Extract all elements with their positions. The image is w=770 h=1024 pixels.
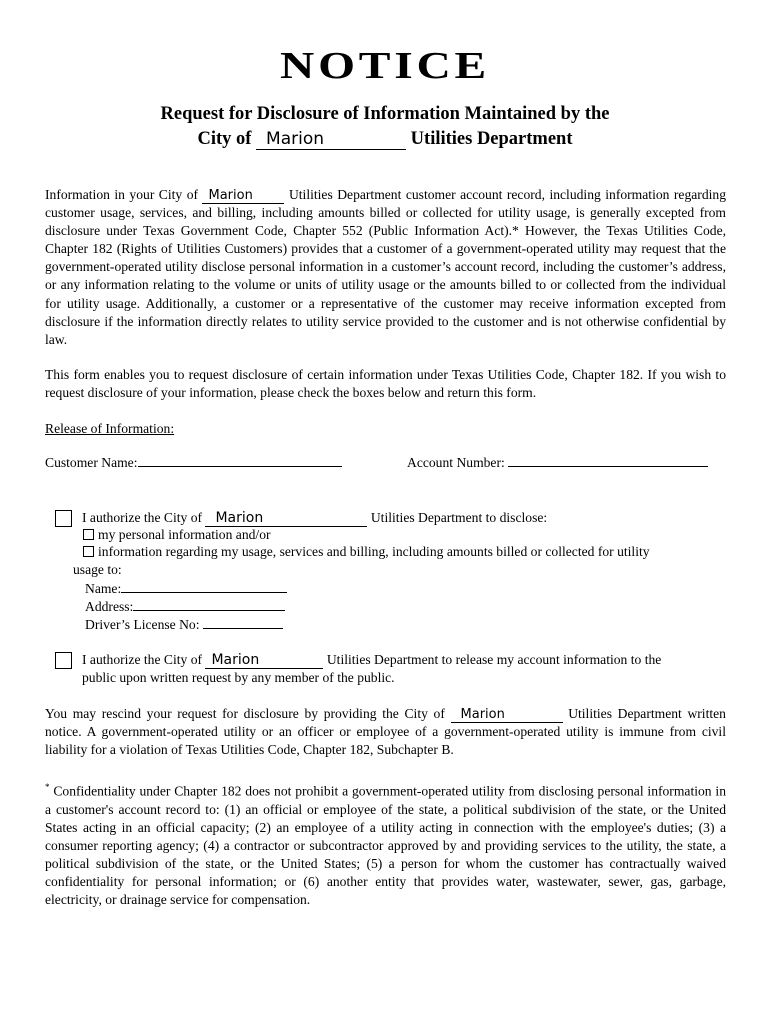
recipient-address-field[interactable] bbox=[133, 598, 285, 611]
usage-info-checkbox[interactable] bbox=[83, 546, 94, 557]
intro-city-field[interactable]: Marion bbox=[202, 189, 284, 204]
choice-b-label: information regarding my usage, services and billing, including amounts billed or collected for utility bbox=[98, 544, 650, 559]
recipient-license-label: Driver’s License No: bbox=[85, 617, 200, 632]
account-number-label: Account Number: bbox=[407, 455, 505, 470]
footnote-text: Confidentiality under Chapter 182 does not prohibit a government-operated utility from disclosing personal information in a customer's account record to: (1) an official or employee of the state, a political subdivision of the state, or the United States acting in an official capacity; (2) an employee of a utility acting in connection with the employee's duties; (3) a consumer reporting agency; (4) a contractor or subcontractor approved by and providing services to the utility, the state, a political subdivision of the state, or the United States; (5) a person for whom the customer has contractually waived confidentiality for personal information; or (6) another entity that provides water, wastewater, sewer, gas, garbage, electricity, or drainage service for compensation. bbox=[45, 783, 726, 908]
option1-line bbox=[82, 509, 547, 527]
customer-name-row bbox=[45, 454, 342, 472]
recipient-name-field[interactable] bbox=[121, 580, 287, 593]
recipient-license-field[interactable] bbox=[203, 616, 283, 629]
choice-b-continued: usage to: bbox=[73, 562, 122, 577]
notice-heading: NOTICE bbox=[280, 45, 490, 87]
title-suffix: Utilities Department bbox=[410, 129, 573, 149]
recipient-address-row bbox=[85, 598, 285, 616]
option2-prefix: I authorize the City of bbox=[82, 652, 203, 667]
rescind-city-field[interactable]: Marion bbox=[451, 708, 563, 723]
choice-b-row bbox=[83, 543, 650, 561]
intro-paragraph-1 bbox=[45, 186, 726, 349]
option2-city-field[interactable]: Marion bbox=[205, 653, 323, 669]
account-number-field[interactable] bbox=[508, 454, 708, 467]
option1-suffix: Utilities Department to disclose: bbox=[370, 510, 548, 525]
option1-city-field[interactable]: Marion bbox=[205, 511, 367, 527]
authorize-disclose-checkbox[interactable] bbox=[55, 510, 72, 527]
account-number-row bbox=[407, 454, 708, 472]
choice-a-label: my personal information and/or bbox=[98, 527, 271, 542]
intro-paragraph-2: This form enables you to request disclosure of certain information under Texas Utilities Code, Chapter 182. If you wish to request disclosure of your information, please check the boxes below and return this form. bbox=[45, 367, 726, 401]
rescind-paragraph bbox=[45, 705, 726, 759]
personal-info-checkbox[interactable] bbox=[83, 529, 94, 540]
customer-name-label: Customer Name: bbox=[45, 455, 138, 470]
option1-prefix: I authorize the City of bbox=[82, 510, 203, 525]
title-city-prefix: City of bbox=[197, 129, 252, 149]
recipient-license-row bbox=[85, 616, 283, 634]
form-title: Request for Disclosure of Information Maintained by the bbox=[160, 104, 610, 124]
customer-name-field[interactable] bbox=[138, 454, 342, 467]
title-city-field[interactable]: Marion bbox=[256, 131, 406, 150]
option2-line-2: public upon written request by any member of the public. bbox=[82, 670, 395, 685]
intro-rest: Utilities Department customer account record, including information regarding customer usage, services, and billing, including amounts billed or collected for utility usage, is generally excepted from disclosure under Texas Government Code, Chapter 552 (Public Information Act).* However, the Texas Utilities Code, Chapter 182 (Rights of Utilities Customers) provides that a customer of a government-operated utility may request that the government-operated utility disclose personal information in a customer’s account record, including the customer’s address, or any information relating to the volume or units of utility usage or the amounts billed to or collected from the individual for utility usage. Additionally, a customer or a representative of the customer may receive information excepted from disclosure if the information directly relates to utility service provided to the customer and is not otherwise confidential by law. bbox=[45, 187, 726, 347]
footnote-paragraph bbox=[45, 778, 726, 909]
form-title-city-line bbox=[0, 129, 770, 150]
recipient-address-label: Address: bbox=[85, 599, 134, 614]
authorize-public-release-checkbox[interactable] bbox=[55, 652, 72, 669]
intro-start: Information in your City of bbox=[45, 187, 199, 202]
recipient-name-row bbox=[85, 580, 287, 598]
recipient-name-label: Name: bbox=[85, 581, 122, 596]
rescind-start: You may rescind your request for disclosure by providing the City of bbox=[45, 706, 445, 721]
option2-line bbox=[82, 651, 661, 669]
option2-suffix: Utilities Department to release my account information to the bbox=[326, 652, 662, 667]
rescind-rest: Utilities Department written notice. A government-operated utility or an officer or employee of a government-operated utility is immune from civil liability for a violation of Texas Utilities Code, Chapter 182, Subchapter B. bbox=[45, 706, 726, 758]
footnote-mark: * bbox=[45, 782, 50, 792]
choice-a-row bbox=[83, 526, 271, 544]
release-heading: Release of Information: bbox=[45, 421, 175, 436]
